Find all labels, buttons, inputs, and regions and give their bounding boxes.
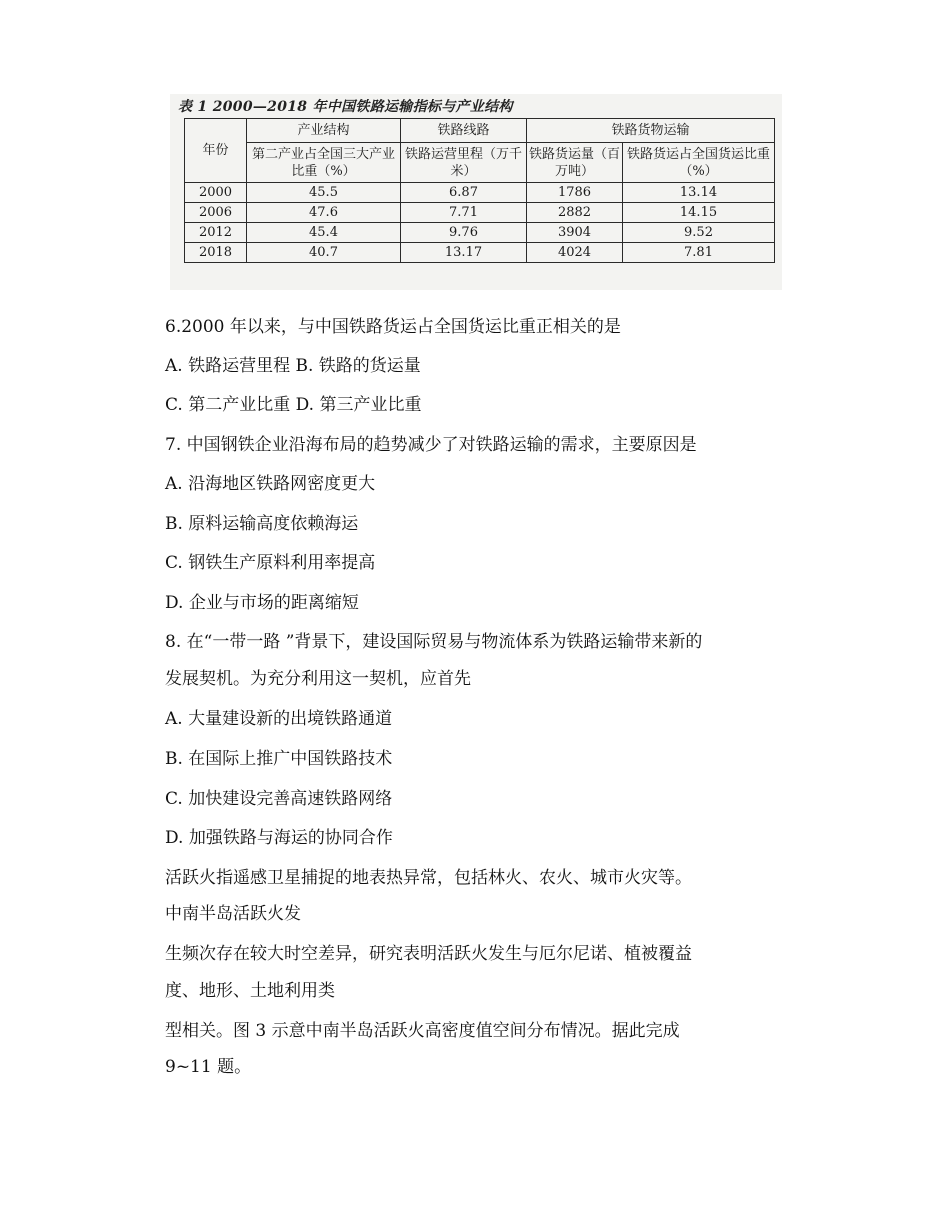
question-6-options-cd: C. 第二产业比重 D. 第三产业比重 <box>165 395 422 415</box>
table-figure <box>170 94 782 290</box>
passage-line-5: 型相关。图 3 示意中南半岛活跃火高密度值空间分布情况。据此完成 <box>165 1021 680 1041</box>
table-row <box>185 203 775 223</box>
sub-header-mileage: 铁路运营里程（万千米） <box>401 143 527 183</box>
question-8-stem: 8. 在“一带一路 ”背景下，建设国际贸易与物流体系为铁路运输带来新的 <box>165 632 703 652</box>
question-8-option-d: D. 加强铁路与海运的协同合作 <box>165 828 393 848</box>
year-header: 年份 <box>185 119 247 183</box>
question-6-stem: 6.2000 年以来，与中国铁路货运占全国货运比重正相关的是 <box>165 317 621 337</box>
table-cell: 14.15 <box>623 203 775 223</box>
table-cell: 9.52 <box>623 223 775 243</box>
table-cell: 1786 <box>527 183 623 203</box>
table-cell: 7.81 <box>623 243 775 263</box>
question-7-stem: 7. 中国钢铁企业沿海布局的趋势减少了对铁路运输的需求，主要原因是 <box>165 435 697 455</box>
passage-line-1: 活跃火指遥感卫星捕捉的地表热异常，包括林火、农火、城市火灾等。 <box>165 868 692 888</box>
group-header-freight: 铁路货物运输 <box>527 119 775 143</box>
table-row <box>185 223 775 243</box>
question-8-option-c: C. 加快建设完善高速铁路网络 <box>165 789 393 809</box>
passage-line-3: 生频次存在较大时空差异，研究表明活跃火发生与厄尔尼诺、植被覆益 <box>165 944 692 964</box>
table-cell: 13.14 <box>623 183 775 203</box>
question-8-option-a: A. 大量建设新的出境铁路通道 <box>165 709 393 729</box>
table-cell: 45.4 <box>247 223 401 243</box>
table-cell: 45.5 <box>247 183 401 203</box>
table-cell: 6.87 <box>401 183 527 203</box>
table-row <box>185 183 775 203</box>
rail-indicator-table <box>184 118 775 263</box>
group-header-industry: 产业结构 <box>247 119 401 143</box>
table-cell: 2000 <box>185 183 247 203</box>
table-cell: 2006 <box>185 203 247 223</box>
sub-header-freight-volume: 铁路货运量（百万吨） <box>527 143 623 183</box>
table-cell: 2018 <box>185 243 247 263</box>
question-6-options-ab: A. 铁路运营里程 B. 铁路的货运量 <box>165 356 421 376</box>
question-8-option-b: B. 在国际上推广中国铁路技术 <box>165 749 393 769</box>
question-7-option-c: C. 钢铁生产原料利用率提高 <box>165 553 376 573</box>
table-cell: 47.6 <box>247 203 401 223</box>
question-8-stem-cont: 发展契机。为充分利用这一契机，应首先 <box>165 669 471 689</box>
sub-header-secondary-share: 第二产业占全国三大产业比重（%） <box>247 143 401 183</box>
table-cell: 7.71 <box>401 203 527 223</box>
group-header-railway-line: 铁路线路 <box>401 119 527 143</box>
passage-line-2: 中南半岛活跃火发 <box>165 904 301 924</box>
passage-line-6: 9~11 题。 <box>165 1057 252 1077</box>
table-cell: 3904 <box>527 223 623 243</box>
table-cell: 13.17 <box>401 243 527 263</box>
table-cell: 9.76 <box>401 223 527 243</box>
table-cell: 40.7 <box>247 243 401 263</box>
sub-header-freight-share: 铁路货运占全国货运比重（%） <box>623 143 775 183</box>
question-7-option-b: B. 原料运输高度依赖海运 <box>165 514 359 534</box>
passage-line-4: 度、地形、土地利用类 <box>165 981 335 1001</box>
question-7-option-a: A. 沿海地区铁路网密度更大 <box>165 474 376 494</box>
question-7-option-d: D. 企业与市场的距离缩短 <box>165 593 359 613</box>
table-cell: 2012 <box>185 223 247 243</box>
table-row <box>185 243 775 263</box>
table-cell: 2882 <box>527 203 623 223</box>
table-cell: 4024 <box>527 243 623 263</box>
table-caption: 表 1 2000—2018 年中国铁路运输指标与产业结构 <box>178 99 513 115</box>
